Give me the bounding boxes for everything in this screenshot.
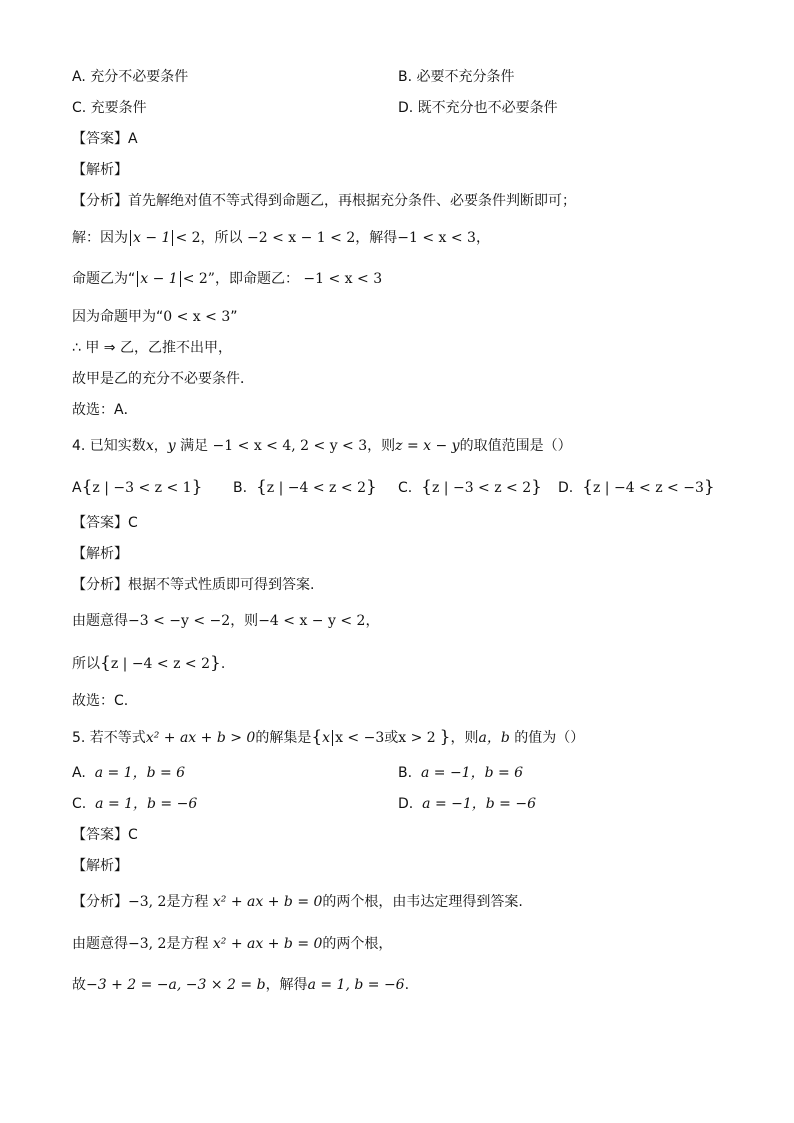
q4-step2-a: 所以 [72, 656, 100, 672]
q5-fenxi-a: 【分析】 [72, 894, 128, 910]
q5-step1-a: 由题意得 [72, 936, 128, 952]
q4-opt-d-label: D. [558, 480, 574, 496]
q3-conclusion: 故甲是乙的充分不必要条件． [72, 371, 254, 387]
q4-opt-c-set: z | −3 < z < 2 [431, 480, 532, 496]
q4-analysis-heading: 【解析】 [72, 546, 128, 562]
q5-stem: 5. 若不等式x² + ax + b > 0的解集是{x x < −3或x > 2 }，则a，b 的值为（） [72, 727, 585, 747]
q5-stem-eq: x² + ax + b > 0 [145, 730, 256, 746]
q5-stem-a: 5. 若不等式 [72, 730, 146, 746]
q5-fenxi-c: 是方程 [166, 894, 209, 910]
q3-sol-a: < 2，所以 [175, 230, 243, 246]
q5-option-c [72, 795, 197, 813]
q4-stem [72, 437, 572, 455]
q5-opt-a-value: a = 1，b = 6 [94, 765, 186, 781]
q3-option-a: A. 充分不必要条件 [72, 69, 189, 85]
q4-step2-c: . [220, 656, 226, 672]
q3-analysis-heading: 【解析】 [72, 162, 128, 178]
q3-jia-c: ” [230, 309, 238, 325]
q4-step2: 所以{z | −4 < z < 2}. [72, 653, 226, 673]
q4-stem-x: x [145, 438, 154, 454]
q5-step2-e: . [404, 977, 410, 993]
q3-answer: 【答案】A [72, 131, 138, 147]
q5-step2 [72, 976, 409, 994]
q4-opt-c-label: C. [398, 480, 413, 496]
q3-choose: 故选：A． [72, 402, 138, 418]
q4-step1 [72, 612, 379, 630]
q3-yi-c: −1 < x < 3 [303, 271, 383, 287]
q4-step1-c: ，则 [230, 613, 259, 629]
q5-step2-a: 故 [72, 977, 86, 993]
q4-opt-a-label: A [72, 480, 82, 496]
q4-fenxi: 【分析】根据不等式性质即可得到答案. [72, 577, 315, 593]
q5-step1 [72, 935, 392, 953]
q5-step1-d: x² + ax + b = 0 [212, 936, 323, 952]
q4-step1-e: ， [365, 613, 380, 629]
q5-step1-c: 是方程 [166, 936, 209, 952]
q4-stem-y: y [167, 438, 176, 454]
q4-answer: 【答案】C [72, 515, 138, 531]
q5-fenxi-d: x² + ax + b = 0 [212, 894, 323, 910]
q3-option-d: D. 既不充分也不必要条件 [398, 100, 558, 116]
q5-opt-c-label: C. [72, 796, 87, 812]
q5-stem-b: 的解集是 [255, 730, 312, 746]
q3-jia-b: 0 < x < 3 [163, 309, 231, 325]
q4-opt-b-set: z | −4 < z < 2 [266, 480, 366, 496]
q5-stem-set-in: x < −3或x > 2 [332, 730, 438, 746]
q4-step1-a: 由题意得 [72, 613, 128, 629]
q3-fenxi: 【分析】首先解绝对值不等式得到命题乙，再根据充分条件、必要条件判断即可； [72, 193, 576, 209]
q4-option-b: B. {z | −4 < z < 2} [233, 477, 377, 497]
q3-sol-abs: x − 1 [130, 230, 173, 246]
q4-option-c: C. {z | −3 < z < 2} [398, 477, 542, 497]
q4-option-d: D. {z | −4 < z < −3} [558, 477, 715, 497]
q4-step1-d: −4 < x − y < 2 [258, 613, 366, 629]
q3-proposition-jia [72, 308, 238, 326]
q4-stem-comma: ， [153, 438, 168, 454]
q5-step1-e: 的两个根， [322, 936, 393, 952]
q5-step2-d: a = 1, b = −6 [307, 977, 405, 993]
q3-proposition-yi [72, 270, 382, 288]
q5-fenxi [72, 893, 523, 911]
q4-stem-b: 满足 [180, 438, 209, 454]
q5-fenxi-e: 的两个根，由韦达定理得到答案. [322, 894, 523, 910]
q5-stem-set-x: x [322, 730, 331, 746]
q5-analysis-heading: 【解析】 [72, 858, 128, 874]
q4-stem-a: 4. 已知实数 [72, 438, 146, 454]
q5-option-a [72, 764, 185, 782]
q5-opt-c-value: a = 1，b = −6 [95, 796, 198, 812]
q5-opt-a-label: A. [72, 765, 86, 781]
q3-sol-intro: 解：因为 [72, 230, 128, 246]
q5-stem-ab: a，b [478, 730, 510, 746]
q3-sol-d: −1 < x < 3 [397, 230, 476, 246]
q3-yi-a: 命题乙为“ [72, 271, 136, 287]
q3-option-c: C. 充要条件 [72, 100, 147, 116]
q5-step2-b: −3 + 2 = −a, −3 × 2 = b [86, 977, 266, 993]
q5-opt-b-value: a = −1，b = 6 [420, 765, 524, 781]
q4-stem-cond: −1 < x < 4, 2 < y < 3 [212, 438, 368, 454]
q5-answer: 【答案】C [72, 827, 138, 843]
q3-implication: ∴ 甲 ⇒ 乙，乙推不出甲， [72, 340, 232, 356]
q3-yi-abs: x − 1 [137, 271, 180, 287]
q4-opt-a-set: z | −3 < z < 1 [92, 480, 192, 496]
q5-fenxi-b: −3, 2 [128, 894, 167, 910]
q3-solution-line [72, 229, 490, 247]
q4-stem-z: z = x − y [395, 438, 460, 454]
q5-step1-b: −3, 2 [128, 936, 167, 952]
q4-stem-c: ，则 [367, 438, 396, 454]
q5-stem-d: 的值为（） [514, 730, 585, 746]
q4-step1-b: −3 < −y < −2 [128, 613, 231, 629]
q3-sol-c: ，解得 [355, 230, 398, 246]
q3-yi-b: < 2”，即命题乙： [182, 271, 299, 287]
q4-option-a: A{z | −3 < z < 1} [72, 477, 203, 497]
q3-sol-b: −2 < x − 1 < 2 [246, 230, 356, 246]
q4-choose: 故选：C. [72, 693, 129, 709]
q4-opt-d-set: z | −4 < z < −3 [592, 480, 704, 496]
q4-step2-b: z | −4 < z < 2 [110, 656, 211, 672]
q5-option-b [398, 764, 523, 782]
q4-opt-b-label: B. [233, 480, 248, 496]
q3-sol-e: ， [475, 230, 490, 246]
q3-jia-a: 因为命题甲为“ [72, 309, 164, 325]
q5-opt-b-label: B. [398, 765, 413, 781]
q5-opt-d-value: a = −1，b = −6 [422, 796, 536, 812]
q5-opt-d-label: D. [398, 796, 414, 812]
q5-step2-c: ，解得 [265, 977, 308, 993]
q3-option-b: B. 必要不充分条件 [398, 69, 515, 85]
q5-option-d [398, 795, 536, 813]
q5-stem-c: ，则 [450, 730, 479, 746]
q4-stem-d: 的取值范围是（） [459, 438, 572, 454]
